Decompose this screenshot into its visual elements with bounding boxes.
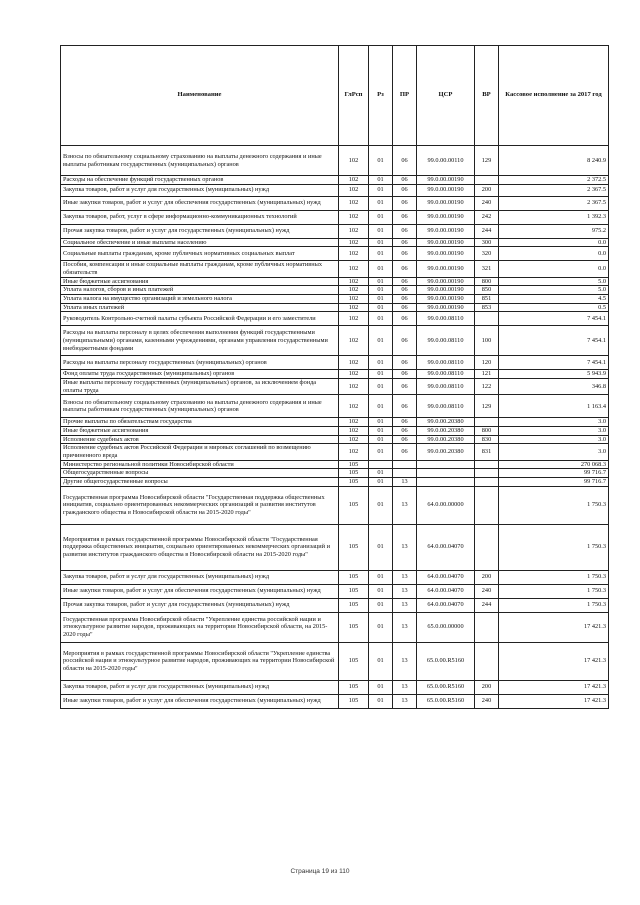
cell-vr: 240 bbox=[475, 196, 499, 210]
cell-rz: 01 bbox=[369, 370, 393, 379]
cell-rz: 01 bbox=[369, 427, 393, 436]
cell-name: Уплата налога на имущество организаций и земельного налога bbox=[61, 295, 339, 304]
cell-sum: 7 454.1 bbox=[499, 356, 609, 370]
header-name: Наименование bbox=[61, 46, 339, 146]
cell-name: Взносы по обязательному социальному страхованию на выплаты денежного содержания и иные выплаты работникам государственных (муниципальных) органов bbox=[61, 146, 339, 176]
table-row bbox=[61, 469, 609, 478]
cell-glrsp: 102 bbox=[339, 395, 369, 418]
table-row bbox=[61, 370, 609, 379]
cell-pr: 06 bbox=[393, 295, 417, 304]
cell-pr: 13 bbox=[393, 642, 417, 680]
cell-sum: 5 943.9 bbox=[499, 370, 609, 379]
budget-table bbox=[60, 45, 609, 709]
cell-sum: 0.0 bbox=[499, 247, 609, 261]
cell-rz: 01 bbox=[369, 680, 393, 694]
cell-sum: 3.0 bbox=[499, 427, 609, 436]
cell-sum: 17 421.3 bbox=[499, 680, 609, 694]
cell-vr bbox=[475, 176, 499, 185]
cell-pr: 06 bbox=[393, 356, 417, 370]
cell-name: Иные закупки товаров, работ и услуг для обеспечения государственных (муниципальных) нужд bbox=[61, 694, 339, 708]
cell-rz: 01 bbox=[369, 295, 393, 304]
cell-pr: 06 bbox=[393, 312, 417, 326]
cell-csr: 99.0.00.00190 bbox=[417, 176, 475, 185]
cell-vr: 851 bbox=[475, 295, 499, 304]
header-vr: ВР bbox=[475, 46, 499, 146]
cell-name: Иные бюджетные ассигнования bbox=[61, 277, 339, 286]
cell-name: Иные закупки товаров, работ и услуг для обеспечения государственных (муниципальных) нужд bbox=[61, 584, 339, 598]
cell-csr: 99.0.00.00190 bbox=[417, 286, 475, 295]
cell-sum: 99 716.7 bbox=[499, 469, 609, 478]
cell-vr: 800 bbox=[475, 277, 499, 286]
cell-pr: 13 bbox=[393, 570, 417, 584]
cell-vr bbox=[475, 612, 499, 642]
cell-rz: 01 bbox=[369, 584, 393, 598]
cell-csr: 64.0.00.04070 bbox=[417, 524, 475, 570]
cell-pr: 06 bbox=[393, 395, 417, 418]
cell-csr: 99.0.00.08110 bbox=[417, 370, 475, 379]
cell-name: Пособия, компенсации и иные социальные выплаты гражданам, кроме публичных нормативных обязательств bbox=[61, 261, 339, 277]
cell-rz: 01 bbox=[369, 478, 393, 487]
cell-csr: 99.0.00.20380 bbox=[417, 418, 475, 427]
cell-glrsp: 102 bbox=[339, 196, 369, 210]
cell-csr: 65.0.00.R5160 bbox=[417, 694, 475, 708]
cell-csr: 99.0.00.00110 bbox=[417, 146, 475, 176]
cell-pr: 06 bbox=[393, 196, 417, 210]
cell-glrsp: 102 bbox=[339, 238, 369, 247]
cell-glrsp: 105 bbox=[339, 680, 369, 694]
cell-sum: 1 750.3 bbox=[499, 570, 609, 584]
cell-csr bbox=[417, 469, 475, 478]
cell-sum: 4.5 bbox=[499, 295, 609, 304]
cell-pr: 13 bbox=[393, 524, 417, 570]
cell-csr bbox=[417, 478, 475, 487]
cell-pr: 13 bbox=[393, 598, 417, 612]
cell-glrsp: 102 bbox=[339, 379, 369, 395]
table-row bbox=[61, 176, 609, 185]
cell-pr: 06 bbox=[393, 238, 417, 247]
table-row bbox=[61, 326, 609, 356]
cell-pr: 06 bbox=[393, 247, 417, 261]
table-row bbox=[61, 584, 609, 598]
cell-name: Расходы на обеспечение функций государственных органов bbox=[61, 176, 339, 185]
table-row bbox=[61, 238, 609, 247]
cell-rz: 01 bbox=[369, 286, 393, 295]
cell-rz: 01 bbox=[369, 395, 393, 418]
cell-rz: 01 bbox=[369, 210, 393, 224]
cell-name: Прочая закупка товаров, работ и услуг для государственных (муниципальных) нужд bbox=[61, 224, 339, 238]
cell-vr: 830 bbox=[475, 435, 499, 444]
cell-glrsp: 102 bbox=[339, 427, 369, 436]
cell-sum: 1 750.3 bbox=[499, 486, 609, 524]
table-row bbox=[61, 210, 609, 224]
cell-vr: 129 bbox=[475, 146, 499, 176]
cell-sum: 270 068.3 bbox=[499, 460, 609, 469]
cell-pr: 06 bbox=[393, 326, 417, 356]
table-row bbox=[61, 427, 609, 436]
cell-vr: 244 bbox=[475, 224, 499, 238]
cell-vr: 850 bbox=[475, 286, 499, 295]
cell-rz: 01 bbox=[369, 146, 393, 176]
cell-rz: 01 bbox=[369, 694, 393, 708]
cell-rz: 01 bbox=[369, 277, 393, 286]
cell-glrsp: 102 bbox=[339, 146, 369, 176]
cell-name: Исполнение судебных актов Российской Федерации и мировых соглашений по возмещению причиненного вреда bbox=[61, 444, 339, 460]
cell-csr: 99.0.00.08110 bbox=[417, 395, 475, 418]
cell-sum: 0.5 bbox=[499, 303, 609, 312]
cell-name: Взносы по обязательному социальному страхованию на выплаты денежного содержания и иные выплаты работникам государственных (муниципальных) органов bbox=[61, 395, 339, 418]
cell-sum: 2 372.5 bbox=[499, 176, 609, 185]
table-row bbox=[61, 524, 609, 570]
cell-sum: 2 367.5 bbox=[499, 184, 609, 196]
table-row bbox=[61, 444, 609, 460]
cell-csr: 99.0.00.00190 bbox=[417, 277, 475, 286]
cell-rz: 01 bbox=[369, 247, 393, 261]
cell-rz: 01 bbox=[369, 642, 393, 680]
table-row bbox=[61, 680, 609, 694]
cell-sum: 7 454.1 bbox=[499, 326, 609, 356]
cell-rz: 01 bbox=[369, 524, 393, 570]
cell-vr: 300 bbox=[475, 238, 499, 247]
cell-rz: 01 bbox=[369, 312, 393, 326]
cell-sum: 1 750.3 bbox=[499, 524, 609, 570]
cell-rz: 01 bbox=[369, 303, 393, 312]
cell-pr: 13 bbox=[393, 478, 417, 487]
cell-pr: 06 bbox=[393, 379, 417, 395]
cell-vr bbox=[475, 418, 499, 427]
cell-glrsp: 102 bbox=[339, 435, 369, 444]
cell-csr: 65.0.00.R5160 bbox=[417, 680, 475, 694]
cell-glrsp: 102 bbox=[339, 247, 369, 261]
cell-rz: 01 bbox=[369, 356, 393, 370]
cell-name: Иные бюджетные ассигнования bbox=[61, 427, 339, 436]
header-rz: Рз bbox=[369, 46, 393, 146]
cell-csr: 99.0.00.08110 bbox=[417, 326, 475, 356]
cell-pr: 06 bbox=[393, 444, 417, 460]
cell-rz: 01 bbox=[369, 261, 393, 277]
cell-rz: 01 bbox=[369, 176, 393, 185]
cell-glrsp: 102 bbox=[339, 418, 369, 427]
cell-csr: 65.0.00.00000 bbox=[417, 612, 475, 642]
cell-glrsp: 105 bbox=[339, 524, 369, 570]
cell-vr: 129 bbox=[475, 395, 499, 418]
cell-pr: 06 bbox=[393, 184, 417, 196]
cell-glrsp: 105 bbox=[339, 642, 369, 680]
cell-glrsp: 105 bbox=[339, 694, 369, 708]
cell-csr: 99.0.00.20380 bbox=[417, 427, 475, 436]
cell-name: Министерство региональной политики Новосибирской области bbox=[61, 460, 339, 469]
cell-sum: 17 421.3 bbox=[499, 612, 609, 642]
cell-glrsp: 105 bbox=[339, 486, 369, 524]
cell-sum: 3.0 bbox=[499, 435, 609, 444]
cell-name: Руководитель Контрольно-счетной палаты субъекта Российской Федерации и его заместители bbox=[61, 312, 339, 326]
table-row bbox=[61, 478, 609, 487]
cell-rz: 01 bbox=[369, 224, 393, 238]
cell-glrsp: 102 bbox=[339, 184, 369, 196]
cell-vr bbox=[475, 486, 499, 524]
cell-pr: 06 bbox=[393, 370, 417, 379]
table-row bbox=[61, 570, 609, 584]
cell-sum: 975.2 bbox=[499, 224, 609, 238]
cell-csr: 65.0.00.R5160 bbox=[417, 642, 475, 680]
cell-glrsp: 105 bbox=[339, 570, 369, 584]
cell-name: Уплата налогов, сборов и иных платежей bbox=[61, 286, 339, 295]
cell-glrsp: 102 bbox=[339, 312, 369, 326]
cell-vr: 240 bbox=[475, 584, 499, 598]
cell-glrsp: 105 bbox=[339, 460, 369, 469]
cell-glrsp: 102 bbox=[339, 326, 369, 356]
cell-csr: 99.0.00.08110 bbox=[417, 379, 475, 395]
cell-vr: 244 bbox=[475, 598, 499, 612]
cell-rz: 01 bbox=[369, 486, 393, 524]
table-row bbox=[61, 418, 609, 427]
cell-csr bbox=[417, 460, 475, 469]
cell-glrsp: 102 bbox=[339, 444, 369, 460]
table-row bbox=[61, 196, 609, 210]
cell-csr: 64.0.00.00000 bbox=[417, 486, 475, 524]
cell-glrsp: 102 bbox=[339, 295, 369, 304]
table-row bbox=[61, 312, 609, 326]
cell-rz bbox=[369, 460, 393, 469]
cell-pr: 06 bbox=[393, 286, 417, 295]
cell-pr: 06 bbox=[393, 277, 417, 286]
table-row bbox=[61, 598, 609, 612]
cell-sum: 3.0 bbox=[499, 418, 609, 427]
page-number: Страница 19 из 110 bbox=[290, 868, 350, 875]
cell-csr: 99.0.00.00190 bbox=[417, 303, 475, 312]
cell-sum: 1 750.3 bbox=[499, 598, 609, 612]
cell-pr: 13 bbox=[393, 680, 417, 694]
cell-name: Другие общегосударственные вопросы bbox=[61, 478, 339, 487]
table-row bbox=[61, 184, 609, 196]
cell-csr: 99.0.00.20380 bbox=[417, 444, 475, 460]
cell-glrsp: 102 bbox=[339, 210, 369, 224]
cell-name: Мероприятия в рамках государственной программы Новосибирской области "Укрепление единства российской нации и этнокультурное развитие народов, проживающих на территории Новосибирской области на 2015-2020 годы" bbox=[61, 642, 339, 680]
table-row bbox=[61, 612, 609, 642]
cell-vr: 242 bbox=[475, 210, 499, 224]
cell-csr: 99.0.00.00190 bbox=[417, 184, 475, 196]
cell-pr: 06 bbox=[393, 435, 417, 444]
header-glrsp: ГлРсп bbox=[339, 46, 369, 146]
cell-vr: 100 bbox=[475, 326, 499, 356]
cell-name: Закупка товаров, работ и услуг для государственных (муниципальных) нужд bbox=[61, 570, 339, 584]
cell-rz: 01 bbox=[369, 238, 393, 247]
cell-sum: 346.8 bbox=[499, 379, 609, 395]
header-pr: ПР bbox=[393, 46, 417, 146]
cell-vr: 831 bbox=[475, 444, 499, 460]
cell-sum: 2 367.5 bbox=[499, 196, 609, 210]
table-row bbox=[61, 224, 609, 238]
cell-name: Закупка товаров, работ и услуг для государственных (муниципальных) нужд bbox=[61, 680, 339, 694]
cell-pr: 06 bbox=[393, 303, 417, 312]
header-csr: ЦСР bbox=[417, 46, 475, 146]
cell-vr: 800 bbox=[475, 427, 499, 436]
table-row bbox=[61, 261, 609, 277]
cell-vr bbox=[475, 524, 499, 570]
cell-name: Общегосударственные вопросы bbox=[61, 469, 339, 478]
cell-csr: 64.0.00.04070 bbox=[417, 584, 475, 598]
cell-vr bbox=[475, 460, 499, 469]
cell-name: Исполнение судебных актов bbox=[61, 435, 339, 444]
cell-sum: 7 454.1 bbox=[499, 312, 609, 326]
cell-csr: 99.0.00.00190 bbox=[417, 224, 475, 238]
cell-sum: 0.0 bbox=[499, 238, 609, 247]
table-row bbox=[61, 460, 609, 469]
cell-vr: 320 bbox=[475, 247, 499, 261]
cell-vr: 321 bbox=[475, 261, 499, 277]
table-row bbox=[61, 379, 609, 395]
cell-vr bbox=[475, 478, 499, 487]
cell-name: Закупка товаров, работ и услуг для государственных (муниципальных) нужд bbox=[61, 184, 339, 196]
cell-csr: 99.0.00.00190 bbox=[417, 210, 475, 224]
cell-vr bbox=[475, 642, 499, 680]
cell-name: Социальные выплаты гражданам, кроме публичных нормативных социальных выплат bbox=[61, 247, 339, 261]
cell-vr: 240 bbox=[475, 694, 499, 708]
cell-pr: 13 bbox=[393, 612, 417, 642]
cell-glrsp: 105 bbox=[339, 469, 369, 478]
cell-name: Прочие выплаты по обязательствам государства bbox=[61, 418, 339, 427]
cell-pr: 06 bbox=[393, 210, 417, 224]
cell-rz: 01 bbox=[369, 379, 393, 395]
cell-glrsp: 105 bbox=[339, 598, 369, 612]
cell-vr: 122 bbox=[475, 379, 499, 395]
table-row bbox=[61, 435, 609, 444]
cell-pr: 06 bbox=[393, 176, 417, 185]
cell-name: Закупка товаров, работ, услуг в сфере информационно-коммуникационных технологий bbox=[61, 210, 339, 224]
cell-pr: 13 bbox=[393, 486, 417, 524]
cell-vr bbox=[475, 469, 499, 478]
table-row bbox=[61, 286, 609, 295]
cell-glrsp: 102 bbox=[339, 176, 369, 185]
cell-rz: 01 bbox=[369, 444, 393, 460]
cell-pr: 13 bbox=[393, 584, 417, 598]
cell-glrsp: 102 bbox=[339, 303, 369, 312]
cell-pr bbox=[393, 469, 417, 478]
table-row bbox=[61, 642, 609, 680]
cell-sum: 0.0 bbox=[499, 261, 609, 277]
cell-pr: 06 bbox=[393, 261, 417, 277]
cell-name: Расходы на выплаты персоналу государственных (муниципальных) органов bbox=[61, 356, 339, 370]
cell-pr: 06 bbox=[393, 224, 417, 238]
cell-name: Уплата иных платежей bbox=[61, 303, 339, 312]
cell-vr: 121 bbox=[475, 370, 499, 379]
cell-glrsp: 102 bbox=[339, 277, 369, 286]
table-row bbox=[61, 146, 609, 176]
table-row bbox=[61, 356, 609, 370]
cell-csr: 99.0.00.20380 bbox=[417, 435, 475, 444]
cell-csr: 99.0.00.08110 bbox=[417, 312, 475, 326]
cell-csr: 99.0.00.00190 bbox=[417, 261, 475, 277]
cell-sum: 5.0 bbox=[499, 286, 609, 295]
cell-glrsp: 102 bbox=[339, 286, 369, 295]
cell-sum: 1 163.4 bbox=[499, 395, 609, 418]
cell-glrsp: 105 bbox=[339, 478, 369, 487]
cell-csr: 99.0.00.00190 bbox=[417, 196, 475, 210]
cell-name: Иные закупки товаров, работ и услуг для обеспечения государственных (муниципальных) нужд bbox=[61, 196, 339, 210]
cell-csr: 99.0.00.00190 bbox=[417, 238, 475, 247]
cell-rz: 01 bbox=[369, 418, 393, 427]
cell-csr: 64.0.00.04070 bbox=[417, 570, 475, 584]
cell-glrsp: 105 bbox=[339, 584, 369, 598]
cell-rz: 01 bbox=[369, 469, 393, 478]
cell-vr: 200 bbox=[475, 680, 499, 694]
cell-vr: 200 bbox=[475, 184, 499, 196]
cell-name: Социальное обеспечение и иные выплаты населению bbox=[61, 238, 339, 247]
cell-rz: 01 bbox=[369, 612, 393, 642]
cell-sum: 3.0 bbox=[499, 444, 609, 460]
cell-sum: 1 392.3 bbox=[499, 210, 609, 224]
cell-rz: 01 bbox=[369, 598, 393, 612]
cell-pr: 13 bbox=[393, 694, 417, 708]
table-row bbox=[61, 247, 609, 261]
cell-pr: 06 bbox=[393, 146, 417, 176]
cell-name: Расходы на выплаты персоналу в целях обеспечения выполнения функций государственными (муниципальными) органами, казенными учреждениями, органами управления государственными внебюджетными фондами bbox=[61, 326, 339, 356]
cell-csr: 64.0.00.04070 bbox=[417, 598, 475, 612]
cell-vr: 853 bbox=[475, 303, 499, 312]
cell-rz: 01 bbox=[369, 196, 393, 210]
table-header-row bbox=[61, 46, 609, 146]
cell-sum: 1 750.3 bbox=[499, 584, 609, 598]
table-row bbox=[61, 694, 609, 708]
cell-pr: 06 bbox=[393, 427, 417, 436]
cell-sum: 99 716.7 bbox=[499, 478, 609, 487]
cell-name: Иные выплаты персоналу государственных (муниципальных) органов, за исключением фонда оплаты труда bbox=[61, 379, 339, 395]
cell-glrsp: 102 bbox=[339, 370, 369, 379]
cell-rz: 01 bbox=[369, 435, 393, 444]
cell-glrsp: 105 bbox=[339, 612, 369, 642]
cell-sum: 17 421.3 bbox=[499, 694, 609, 708]
cell-name: Государственная программа Новосибирской области "Государственная поддержка общественных инициатив, социально ориентированных некоммерческих организаций и развития институтов гражданского общества в Новосибирской области на 2015-2020 годы" bbox=[61, 486, 339, 524]
cell-csr: 99.0.00.08110 bbox=[417, 356, 475, 370]
cell-glrsp: 102 bbox=[339, 356, 369, 370]
cell-pr: 06 bbox=[393, 418, 417, 427]
cell-sum: 8 240.9 bbox=[499, 146, 609, 176]
cell-name: Государственная программа Новосибирской области "Укрепление единства российской нации и этнокультурное развитие народов, проживающих на территории Новосибирской области, на 2015-2020 годы" bbox=[61, 612, 339, 642]
cell-name: Прочая закупка товаров, работ и услуг для государственных (муниципальных) нужд bbox=[61, 598, 339, 612]
cell-csr: 99.0.00.00190 bbox=[417, 247, 475, 261]
cell-csr: 99.0.00.00190 bbox=[417, 295, 475, 304]
table-row bbox=[61, 395, 609, 418]
cell-vr: 120 bbox=[475, 356, 499, 370]
table-row bbox=[61, 277, 609, 286]
table-row bbox=[61, 295, 609, 304]
table-row bbox=[61, 486, 609, 524]
cell-pr bbox=[393, 460, 417, 469]
cell-sum: 17 421.3 bbox=[499, 642, 609, 680]
cell-glrsp: 102 bbox=[339, 224, 369, 238]
cell-rz: 01 bbox=[369, 570, 393, 584]
cell-rz: 01 bbox=[369, 184, 393, 196]
cell-sum: 5.0 bbox=[499, 277, 609, 286]
table-row bbox=[61, 303, 609, 312]
cell-vr bbox=[475, 312, 499, 326]
header-cash-execution: Кассовое исполнение за 2017 год bbox=[499, 46, 609, 146]
cell-name: Фонд оплаты труда государственных (муниципальных) органов bbox=[61, 370, 339, 379]
cell-name: Мероприятия в рамках государственной программы Новосибирской области "Государственная поддержка общественных инициатив, социально ориентированных некоммерческих организаций и развития институтов гражданского общества в Новосибирской области на 2015-2020 годы" bbox=[61, 524, 339, 570]
cell-vr: 200 bbox=[475, 570, 499, 584]
cell-rz: 01 bbox=[369, 326, 393, 356]
cell-glrsp: 102 bbox=[339, 261, 369, 277]
